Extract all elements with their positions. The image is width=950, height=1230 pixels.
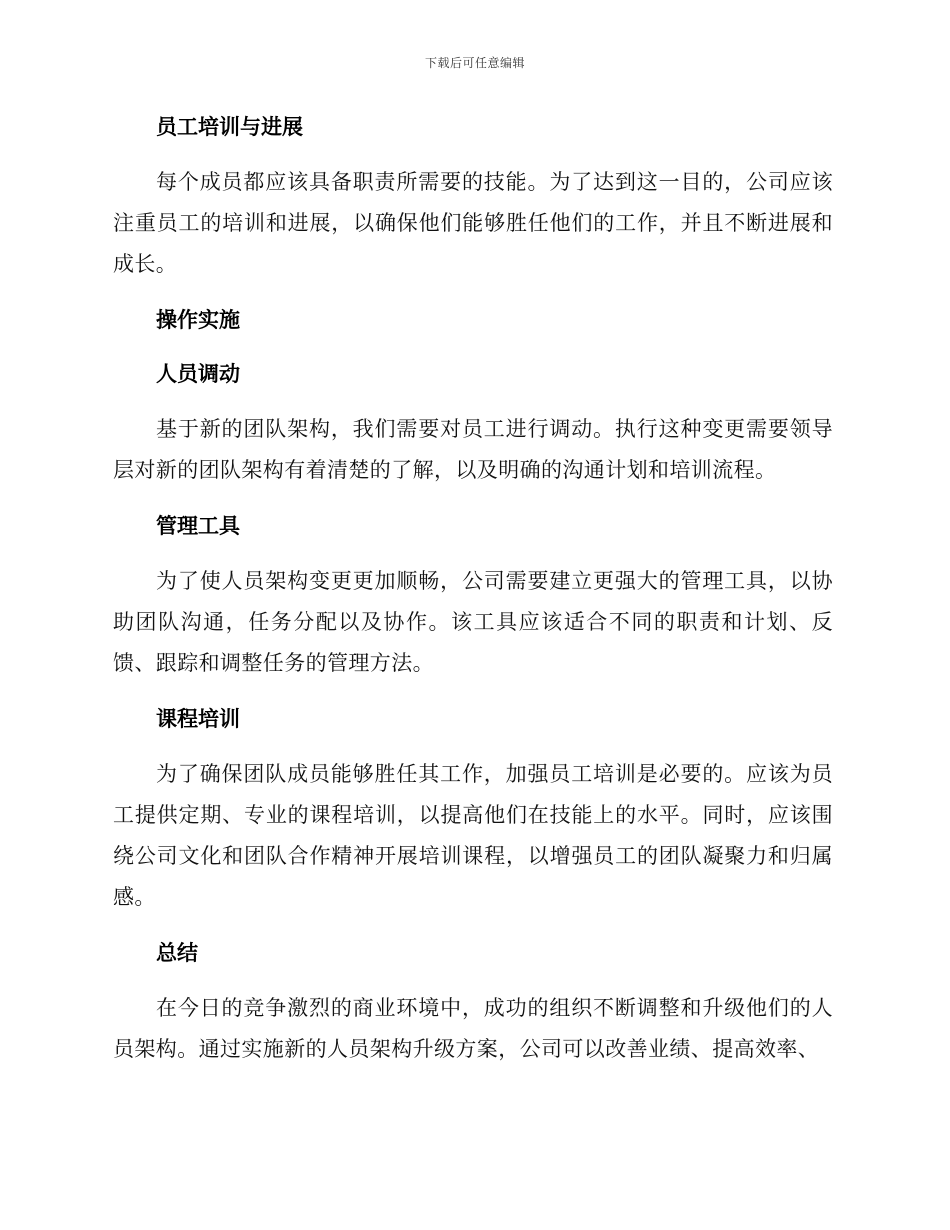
section-heading-staff-transfer: 人员调动 xyxy=(156,362,240,386)
document-body xyxy=(113,108,833,1086)
section-paragraph-training: 每个成员都应该具备职责所需要的技能。为了达到这一目的，公司应该注重员工的培训和进展，以确保他们能够胜任他们的工作，并且不断进展和成长。 xyxy=(113,170,833,276)
section-paragraph-management-tools: 为了使人员架构变更更加顺畅，公司需要建立更强大的管理工具，以协助团队沟通，任务分配以及协作。该工具应该适合不同的职责和计划、反馈、跟踪和调整任务的管理方法。 xyxy=(113,569,833,675)
section-heading-management-tools: 管理工具 xyxy=(156,514,240,538)
section-heading-training: 员工培训与进展 xyxy=(156,115,303,139)
section-heading-summary: 总结 xyxy=(156,941,198,965)
section-paragraph-summary: 在今日的竞争激烈的商业环境中，成功的组织不断调整和升级他们的人员架构。通过实施新的人员架构升级方案，公司可以改善业绩、提高效率、 xyxy=(113,996,833,1061)
section-heading-course-training: 课程培训 xyxy=(156,707,240,731)
section-heading-implementation: 操作实施 xyxy=(156,308,240,332)
section-paragraph-course-training: 为了确保团队成员能够胜任其工作，加强员工培训是必要的。应该为员工提供定期、专业的课程培训，以提高他们在技能上的水平。同时，应该围绕公司文化和团队合作精神开展培训课程，以增强员工的团队凝聚力和归属感。 xyxy=(113,762,833,909)
section-paragraph-staff-transfer: 基于新的团队架构，我们需要对员工进行调动。执行这种变更需要领导层对新的团队架构有着清楚的了解，以及明确的沟通计划和培训流程。 xyxy=(113,417,833,482)
page-header: 下载后可任意编辑 xyxy=(424,56,525,70)
